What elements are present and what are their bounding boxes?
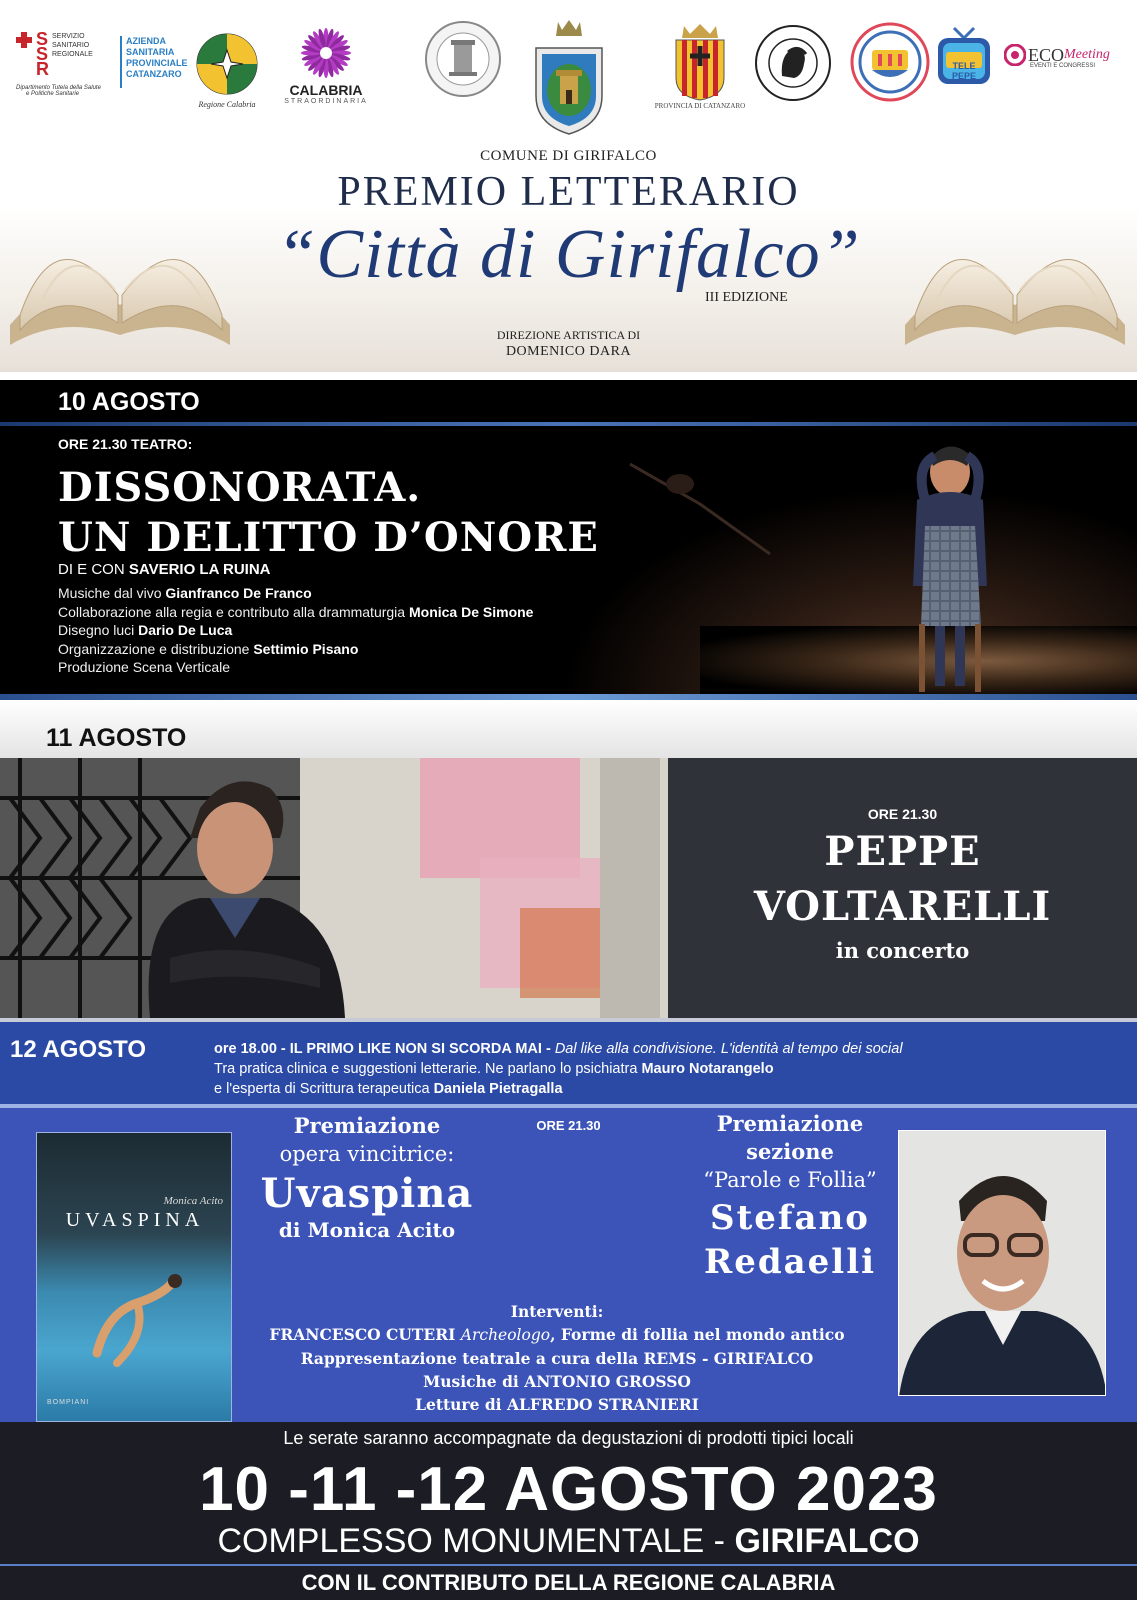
athena-logo <box>754 24 832 102</box>
redaelli-photo <box>898 1130 1106 1396</box>
credit-label: Musiche dal vivo <box>58 585 166 601</box>
winner-author: di Monica Acito <box>278 1218 456 1242</box>
sezione-heading-line1: Premiazione <box>716 1111 864 1136</box>
day1-date-band <box>0 380 1137 422</box>
asp-catanzaro-logo <box>120 36 188 88</box>
ssr-sub1: Dipartimento Tutela della Salute <box>16 85 101 91</box>
footer-venue <box>0 1522 1137 1561</box>
ssr-letters: SSR <box>36 29 49 79</box>
day3-afternoon-text <box>214 1039 1134 1099</box>
orange-poster <box>520 908 600 998</box>
voltarelli-photo <box>0 758 668 1018</box>
asp-line1: AZIENDA <box>126 36 166 46</box>
voltarelli-portrait <box>130 768 360 1018</box>
direttore-name: DOMENICO DARA <box>505 344 632 359</box>
footer <box>0 1422 1137 1600</box>
day1-title-line2: UN DELITTO D’ONORE <box>58 514 599 561</box>
associazione-premio-girifalco-logo <box>424 20 502 98</box>
athena-seal-icon <box>754 24 832 102</box>
tele-pepe-logo <box>936 24 992 90</box>
day3-date: 12 AGOSTO <box>10 1036 147 1063</box>
flower-center <box>320 47 332 59</box>
day3-line2-text: Tra pratica clinica e suggestioni letterarie. Ne parlano lo psichiatra <box>214 1061 642 1077</box>
credit-name: Dario De Luca <box>138 622 233 638</box>
eco-sub-text: EVENTI E CONGRESSI <box>1030 63 1096 69</box>
day3-line3-text: e l'esperta di Scrittura terapeutica <box>214 1081 434 1097</box>
footer-venue-prefix: COMPLESSO MONUMENTALE - <box>217 1522 735 1560</box>
provincia-text: PROVINCIA DI CATANZARO <box>654 102 746 110</box>
pro-loco-seal-icon <box>850 22 930 102</box>
ssr-sub2: e Politiche Sanitarie <box>26 91 80 97</box>
day2-date: 11 AGOSTO <box>46 724 187 752</box>
credit-label: Disegno luci <box>58 622 139 638</box>
day1-date: 10 AGOSTO <box>58 388 200 416</box>
credit-label: Collaborazione alla regia e contributo alla drammaturgia <box>58 603 409 620</box>
provincia-catanzaro-logo <box>650 16 750 116</box>
edizione-text: III EDIZIONE <box>705 290 788 305</box>
ssr-line3: REGIONALE <box>52 51 93 58</box>
eco-meeting-logo <box>1004 44 1128 80</box>
day3-line3-name: Daniela Pietragalla <box>433 1081 563 1097</box>
book-cover-author: Monica Acito <box>163 1195 223 1207</box>
credit-label: Organizzazione e distribuzione <box>58 640 254 657</box>
regione-calabria-emblem-icon <box>195 32 259 96</box>
day2-text-panel <box>668 758 1137 1018</box>
regione-calabria-logo <box>192 20 262 120</box>
direzione-label: DIREZIONE ARTISTICA DI <box>496 328 641 342</box>
day2-time: ORE 21.30 <box>867 806 938 822</box>
interventi-label: Interventi: <box>510 1302 604 1321</box>
intervento-3: Musiche di ANTONIO GROSSO <box>423 1372 691 1391</box>
citta-title: “Città di Girifalco” <box>276 216 861 293</box>
asp-line4: CATANZARO <box>126 69 182 79</box>
credit-line <box>58 621 533 640</box>
footer-divider <box>0 1564 1137 1566</box>
intervento-1-role: Archeologo <box>460 1326 551 1344</box>
winner-title: Uvaspina <box>260 1170 474 1217</box>
day3-line1-title: ore 18.00 - IL PRIMO LIKE NON SI SCORDA MAI - <box>214 1041 555 1057</box>
day2-name-line1: PEPPE <box>824 828 981 875</box>
day1-author-prefix: DI E CON <box>58 561 129 578</box>
credit-line <box>58 584 533 603</box>
regione-text: Regione Calabria <box>198 99 256 109</box>
asp-line3: PROVINCIALE <box>126 58 188 68</box>
day1-author: SAVERIO LA RUINA <box>128 561 271 578</box>
book-cover-title: UVASPINA <box>65 1209 205 1231</box>
footer-contributo: CON IL CONTRIBUTO DELLA REGIONE CALABRIA <box>301 1570 836 1595</box>
day1-title-line1: DISSONORATA. <box>58 464 422 511</box>
credit-line <box>58 603 533 622</box>
credit-label: Produzione Scena Verticale <box>58 659 230 675</box>
diver-icon <box>77 1273 187 1373</box>
day1-author-line <box>58 561 271 578</box>
intervento-1 <box>232 1323 882 1347</box>
comune-shield-icon <box>530 16 608 136</box>
book-cover-publisher: BOMPIANI <box>47 1399 90 1406</box>
intervento-2: Rappresentazione teatrale a cura della REMS - GIRIFALCO <box>300 1349 814 1368</box>
winner-heading-line2: opera vincitrice: <box>279 1142 455 1166</box>
winner-heading <box>232 1112 502 1168</box>
tele-pepe-text: TELE PEPE <box>951 61 976 81</box>
musician-silhouette <box>620 444 780 564</box>
footer-degustazioni: Le serate saranno accompagnate da degustazioni di prodotti tipici locali <box>283 1428 854 1448</box>
day2-date-band <box>0 700 1137 758</box>
day1-time: ORE 21.30 TEATRO: <box>58 436 193 452</box>
sezione-name-line1: Stefano <box>710 1198 870 1238</box>
pro-loco-logo <box>850 22 930 102</box>
sezione-name-line2: Redaelli <box>703 1242 877 1282</box>
day3-line1-italic: Dal like alla condivisione. L'identità al tempo dei social <box>554 1041 903 1057</box>
day1-section <box>0 426 1137 696</box>
intervento-1-name: FRANCESCO CUTERI <box>269 1325 461 1344</box>
day2-name-line2: VOLTARELLI <box>753 883 1052 930</box>
day2-section <box>0 758 1137 1018</box>
straordinaria-text: STRAORDINARIA <box>284 97 368 105</box>
day3-line1 <box>214 1039 1134 1059</box>
sezione-heading-line3: “Parole e Follia” <box>703 1168 877 1192</box>
calabria-flower-icon <box>299 26 353 80</box>
redaelli-portrait <box>899 1131 1106 1396</box>
premio-title: PREMIO LETTERARIO <box>337 169 800 215</box>
footer-venue-city: GIRIFALCO <box>734 1522 920 1560</box>
day3-line2-name: Mauro Notarangelo <box>641 1061 774 1077</box>
actor-photo <box>895 436 1005 696</box>
red-cross-icon <box>16 32 32 48</box>
footer-dates: 10 -11 -12 AGOSTO 2023 <box>199 1455 938 1524</box>
credit-name: Monica De Simone <box>408 603 534 620</box>
credit-name: Gianfranco De Franco <box>165 585 312 601</box>
provincia-shield-icon <box>672 22 728 102</box>
calabria-straordinaria-logo <box>278 20 374 110</box>
event-header <box>0 0 1137 372</box>
eco-meeting-circle-icon <box>1004 44 1026 66</box>
ssr-logo <box>16 29 116 97</box>
intervento-1-rest: , Forme di follia nel mondo antico <box>550 1325 845 1344</box>
ssr-line1: SERVIZIO <box>52 33 85 40</box>
day2-sub: in concerto <box>835 938 970 963</box>
comune-title: COMUNE DI GIRIFALCO <box>480 148 657 164</box>
asp-line2: SANITARIA <box>126 47 175 57</box>
meeting-text: Meeting <box>1064 47 1110 62</box>
comune-girifalco-coat-of-arms <box>530 16 608 136</box>
credit-name: Settimio Pisano <box>253 640 359 657</box>
wall-column <box>600 758 660 1018</box>
uvaspina-book-cover <box>36 1132 232 1422</box>
credit-line <box>58 640 533 659</box>
day3-line3 <box>214 1079 1134 1099</box>
day3-evening-time: ORE 21.30 <box>536 1118 601 1133</box>
day3-evening-section <box>0 1108 1137 1422</box>
day3-afternoon-band <box>0 1022 1137 1106</box>
sezione-heading-line2: sezione <box>746 1139 834 1164</box>
winner-heading-line1: Premiazione <box>293 1113 441 1138</box>
eco-text: ECO <box>1028 44 1064 65</box>
day3-line2 <box>214 1059 1134 1079</box>
associazione-seal-icon <box>424 20 502 98</box>
sezione-heading <box>680 1110 900 1194</box>
calabria-text: CALABRIA <box>289 81 363 98</box>
sezione-name <box>680 1196 900 1284</box>
day1-credits <box>58 584 533 677</box>
interventi-block <box>232 1300 882 1416</box>
credit-line <box>58 658 533 677</box>
intervento-4: Letture di ALFREDO STRANIERI <box>415 1395 699 1414</box>
ssr-line2: SANITARIO <box>52 42 90 49</box>
